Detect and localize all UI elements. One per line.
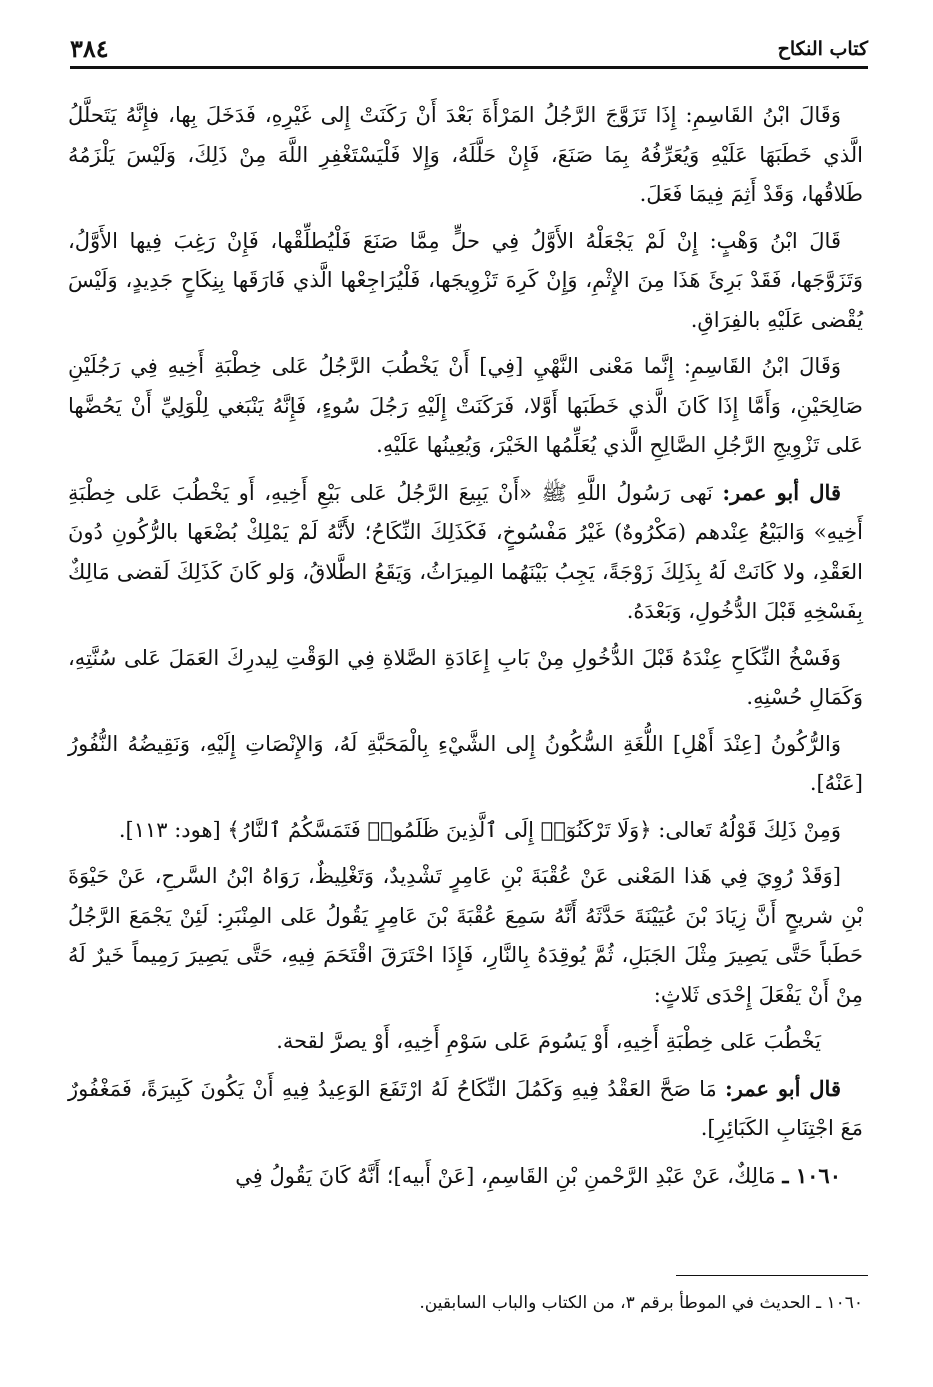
paragraph-text: يَخْطُبَ عَلى خِطْبَةِ أَخِيهِ، أَوْ يَسُومَ عَلى سَوْمِ أَخِيهِ، أَوْ يصرَّ لقحة.: [276, 1029, 821, 1053]
paragraph: [68, 347, 863, 466]
paragraph: [68, 639, 863, 718]
footnote-separator: [676, 1275, 868, 1276]
paragraph: [68, 725, 863, 804]
paragraph-text: مَا صَحَّ العَقْدُ فِيهِ وَكَمُلَ النِّكَاحُ لَهُ ارْتَفَعَ الوَعِيدُ فِيهِ أَنْ يَكُونَ كَبِيرَةً، فَمَغْفُورٌ مَعَ اجْتِنَابِ الكَبَائِرِ].: [68, 1076, 863, 1140]
paragraph: [68, 96, 863, 215]
paragraph-text: وَقَالَ ابْنُ القَاسِمِ: إِنَّما مَعْنى النَّهْيِ [فِي] أَنْ يَخْطُبَ الرَّجُلُ عَلى خِطْبَةِ أَخِيهِ فِي رَجُلَيْنِ صَالِحَيْنِ، وَأَمَّا إِذَا كَانَ الَّذي خَطَبَها أَوَّلا، فَرَكَنَتْ إِلَيْهِ رَجُلَ سُوءٍ، فَإِنَّهُ يَنْبَغي لِلْوَلِيِّ أَنْ يَحُضَّها عَلى تَزْوِيجِ الرَّجُلِ الصَّالِحِ الَّذي يُعَلِّمُها الخَيْرَ، وَيُعِينُها عَلَيْهِ.: [68, 354, 863, 457]
paragraph-text: نَهى رَسُولُ اللَّهِ ﷺ «أَنْ يَبِيعَ الرَّجُلُ عَلى بَيْعِ أَخِيهِ، أَو يَخْطُبَ عَلى خِطْبَةِ أَخِيهِ» وَالبَيْعُ عِنْدهم (مَكْرُوهٌ) غَيْرُ مَفْسُوخٍ، فَكَذَلِكَ النِّكَاحُ؛ لأَنَّهُ لَمْ يَمْلِكْ بُضْعَها بالرُّكُونِ دُونَ العَقْدِ، ولا كَانَتْ لَهُ بِذَلِكَ زَوْجَةً، يَجِبُ بَيْنَهُما المِيرَاثُ، وَيَقَعُ الطَّلاقُ، وَلو كَانَ كَذَلِكَ لَقضى مَالِكٌ بِفَسْخِهِ قَبْلَ الدُّخُولِ، وَبَعْدَهُ.: [68, 480, 863, 623]
paragraph-text: قَالَ ابْنُ وَهْبٍ: إِنْ لَمْ يَجْعَلْهُ الأَوَّلُ فِي حلٍّ مِمَّا صَنَعَ فَلْيُطلِّقْها، فَإِنْ رَغِبَ فِيها الأَوَّلُ، وَتَزَوَّجَها، فَقَدْ بَرِئَ هَذَا مِنَ الإِثْمِ، وَإِنْ كَرِهَ تَزْوِيجَها، فَلْيُرَاجِعْها الَّذي فَارَقَها بِنِكَاحٍ جَدِيدٍ، وَلَيْسَ يُقْضى عَلَيْهِ بالفِرَاقِ.: [68, 228, 863, 332]
paragraph-text: وَالرُّكُونُ [عِنْدَ أَهْلِ] اللُّغَةِ السُّكُونُ إِلى الشَّيْءِ بِالْمَحَبَّةِ لَهُ، وَالإِنْصَاتِ إِلَيْهِ، وَنَقِيضُهُ النُّفُورُ [عَنْهُ].: [68, 731, 863, 795]
paragraph-text: وَمِنْ ذَلِكَ قَوْلُهُ تَعالى: ﴿وَلَا تَرْكَنُوٓا۟ إِلَى ٱلَّذِينَ ظَلَمُوا۟ فَتَمَسَّكُمُ ٱلنَّارُ﴾ [هود: ١١٣].: [118, 817, 841, 842]
paragraph: [68, 473, 863, 632]
main-text: [68, 96, 863, 1203]
paragraph-text: وَفَسْخُ النِّكَاحِ عِنْدَهُ قَبْلَ الدُّخُولِ مِنْ بَابِ إِعَادَةِ الصَّلاةِ فِي الوَقْتِ لِيدرِكَ العَمَلَ عَلى سُنَّتِهِ، وَكَمَالِ حُسْنِهِ.: [68, 645, 863, 709]
paragraph-text: وَقَالَ ابْنُ القَاسِمِ: إِذَا تَزَوَّجَ الرَّجُلُ المَرْأَةَ بَعْدَ أَنْ رَكَنَتْ إِلى غَيْرِهِ، فَدَخَلَ بِها، فإِنَّهُ يَتَحلَّلُ الَّذي خَطَبَهَا عَلَيْهِ وَيُعَرِّفُهُ بِمَا صَنَعَ، فَإِنْ حَلَّلَهُ، وَإِلا فَلْيَسْتَغْفِرِ اللَّهَ مِنْ ذَلِكَ، وَلَيْسَ يَلْزَمُهُ طَلاقُها، وَقَدْ أَثِمَ فِيمَا فَعَلَ.: [68, 103, 863, 206]
paragraph-lead: قال أبو عمر:: [725, 1075, 841, 1101]
paragraph: [68, 222, 863, 341]
quran-paragraph: [68, 811, 863, 851]
footnote: ١٠٦٠ ـ الحديث في الموطأ برقم ٣، من الكتاب والباب السابقين.: [419, 1293, 863, 1313]
paragraph: [68, 857, 863, 1015]
paragraph-text: [وَقَدْ رُوِيَ فِي هَذا المَعْنى عَنْ عُقْبَةَ بْنِ عَامِرٍ تَشْدِيدٌ، وَتَغْلِيظٌ، رَوَاهُ ابْنُ السَّرحِ، عَنْ حَيْوَةَ بْنِ شريحٍ أَنَّ زِيَادَ بْنَ عُيَيْنَةَ حَدَّثَهُ أَنَّهُ سَمِعَ عُقْبَةَ بْنَ عَامِرٍ يَقُولُ عَلى المِنْبَرِ: لَئِنْ يَجْمَعَ الرَّجُلُ حَطَباً حَتَّى يَصِيرَ مِثْلَ الجَبَلِ، ثُمَّ يُوقِدَهُ بِالنَّارِ، فَإِذَا احْتَرَقَ اقْتَحَمَ فِيهِ، حَتَّى يَصِيرَ رَمِيماً خَيرٌ لَهُ مِنْ أَنْ يَفْعَلَ إِحْدَى ثَلاثٍ:: [68, 864, 863, 1007]
paragraph: [68, 1022, 863, 1062]
page-header: [70, 30, 868, 69]
paragraph-text: مَالِكٌ، عَنْ عَبْدِ الرَّحْمنِ بْنِ القَاسِمِ، [عَنْ أَبيه]؛ أَنَّهُ كَانَ يَقُولُ فِي: [235, 1163, 776, 1188]
hadith-entry: [68, 1156, 863, 1197]
paragraph-lead: قال أبو عمر:: [722, 479, 841, 505]
page-number: ٣٨٤: [70, 34, 109, 63]
hadith-number: ١٠٦٠ ـ: [782, 1162, 841, 1188]
paragraph: [68, 1069, 863, 1149]
book-title: كتاب النكاح: [777, 38, 868, 60]
